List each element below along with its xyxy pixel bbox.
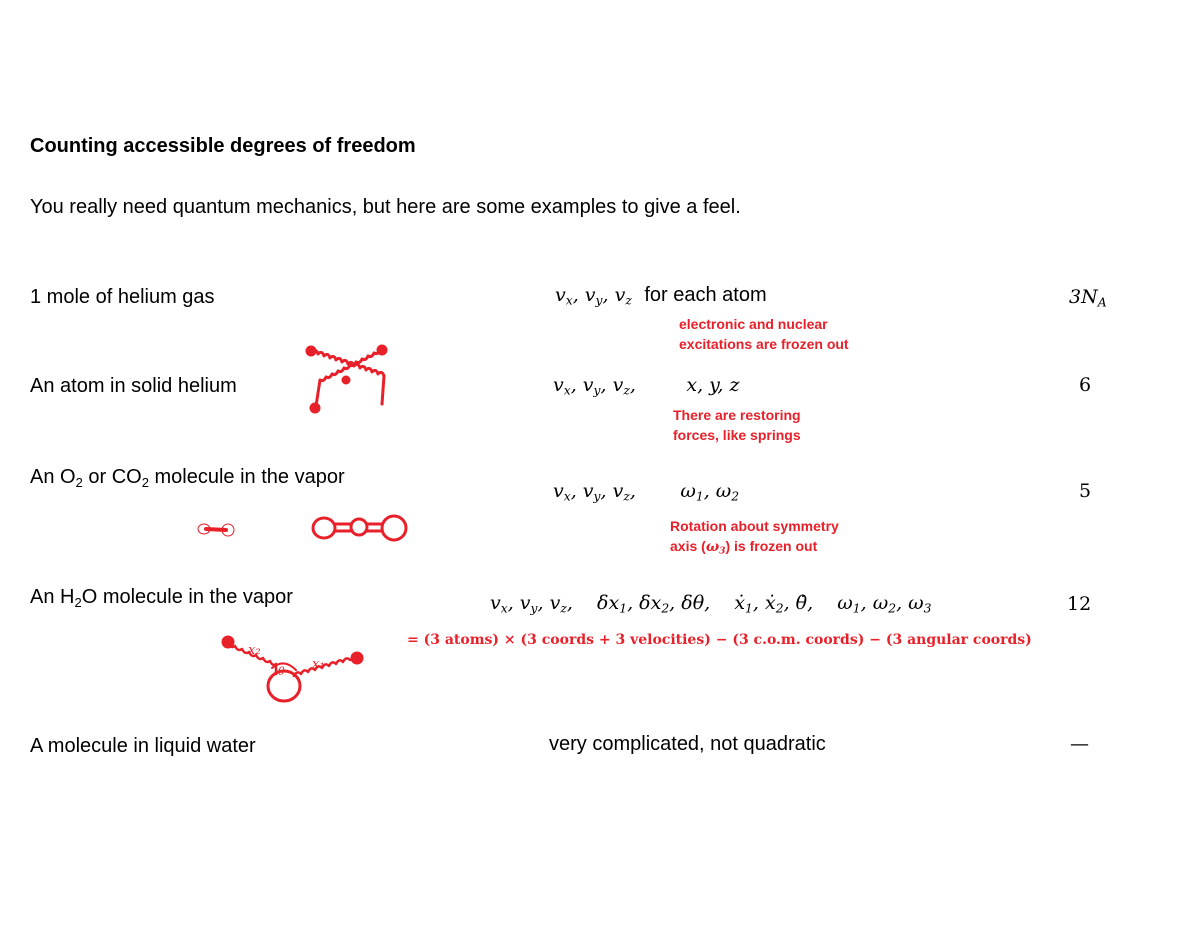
row-helium-gas-vars: $v_x$, $v_y$, $v_z$ for each atom [555,284,767,308]
atom-dot-bottom-left [310,403,320,413]
row-h2o-note: = (3 atoms) × (3 coords + 3 velocities) − (3 c.o.m. coords) − (3 angular coords) [407,632,1032,648]
row-o2-co2-vars: $v_x$, $v_y$, $v_z$, $\omega_1$, $\omega_2$ [553,480,740,504]
row-helium-gas-label: 1 mole of helium gas [30,286,215,308]
row-o2-co2-note: Rotation about symmetry axis $(\omega_3)$ is frozen out [670,518,839,557]
row-h2o-label: An $H_2O$ molecule in the vapor [30,586,293,610]
atom-dot-top-left [306,346,316,356]
row-o2-co2-count: 5 [1079,480,1092,502]
row-h2o-vars: $v_x$, $v_y$, $v_z$, $\delta x_1$, $\delta x_2$, δθ, ẋ$_1$, ẋ$_2$, θ̇, $\omega_1$, $\omega_2$, $\omega_3$ [490,592,932,616]
h2o-sketch-label-x2: x₂ [248,643,261,658]
row-o2-co2-label: An $O_2$ or $CO_2$ molecule in the vapor [30,466,345,490]
row-helium-gas-vars-suffix: for each atom [644,284,767,306]
row-liquid-water-vars: very complicated, not quadratic [549,733,826,755]
row-h2o-count: 12 [1067,593,1092,615]
row-helium-gas-count: $3N_A$ [1069,286,1107,310]
row-solid-helium-count: 6 [1079,374,1092,396]
row-solid-helium-note: There are restoring forces, like springs [673,407,801,443]
row-liquid-water-label: A molecule in liquid water [30,735,256,757]
page-title: Counting accessible degrees of freedom [30,135,416,157]
intro-text: You really need quantum mechanics, but here are some examples to give a feel. [30,196,741,218]
h2o-sketch-label-x1: x₁ [312,657,325,672]
row-solid-helium-label: An atom in solid helium [30,375,237,397]
co2-molecule-sketch [308,510,413,550]
atom-dot-center [342,376,350,384]
atom-dot-top-right [377,345,387,355]
row-solid-helium-vars: $v_x$, $v_y$, $v_z$, x, y, z [553,374,740,398]
row-helium-gas-note: electronic and nuclear excitations are frozen out [679,316,849,352]
o2-molecule-sketch [196,518,241,542]
row-liquid-water-count: — [1070,733,1089,755]
spring-atom-sketch [300,340,400,420]
h2o-molecule-sketch [214,628,374,713]
h2o-sketch-label-theta: θ [278,665,285,678]
